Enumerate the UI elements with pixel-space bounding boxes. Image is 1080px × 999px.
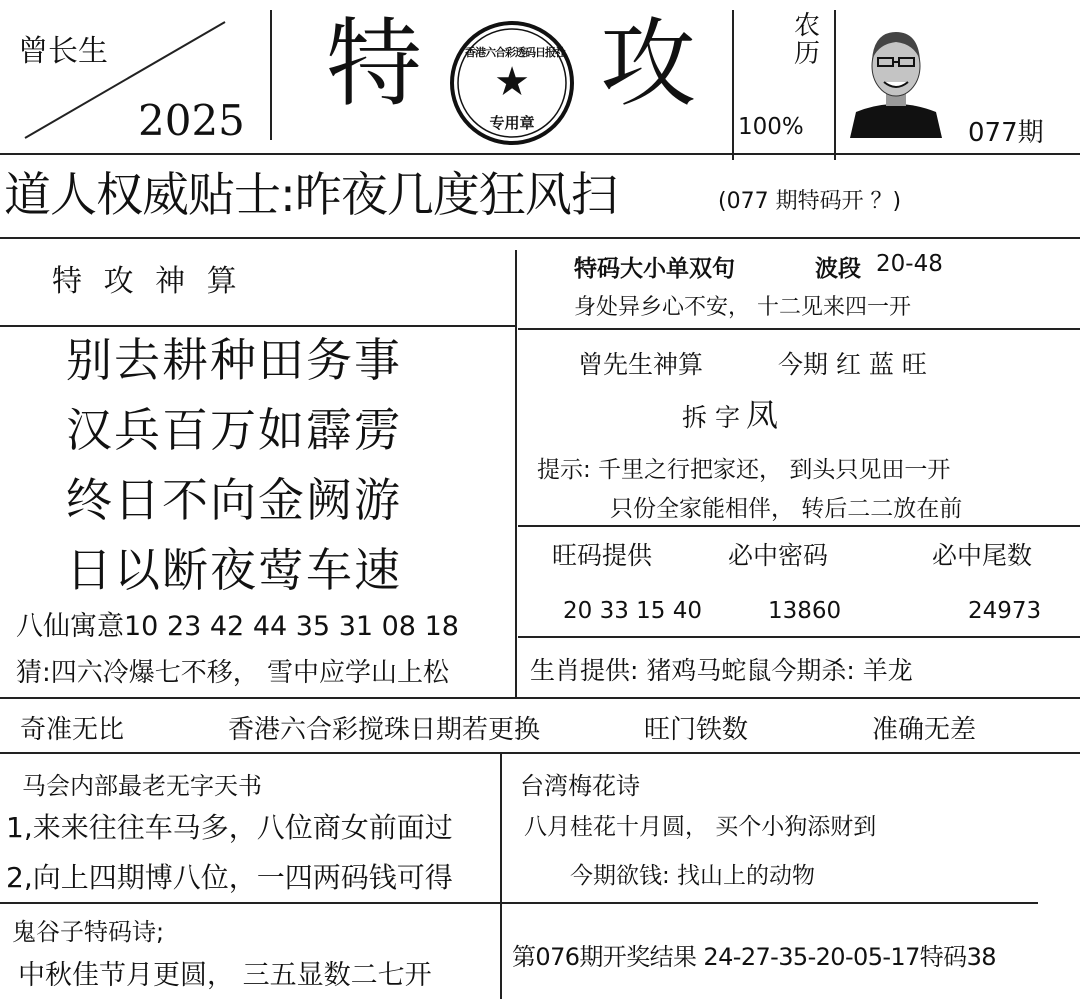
codes-value-2: 13860: [768, 598, 842, 624]
special-code-label: 特码大小单双句: [574, 256, 735, 282]
author-name: 曾长生: [18, 34, 108, 69]
headline-main: 道人权威贴士:昨夜几度狂风扫: [4, 168, 617, 223]
band-label: 波段: [815, 256, 861, 282]
poem-line-4: 日以断夜莺车速: [66, 543, 402, 597]
left-panel-title: 特 攻 神 算: [52, 264, 243, 299]
bottom-right-divider: [502, 902, 1038, 904]
codes-value-3: 24973: [968, 598, 1042, 624]
chaizi-label: 拆 字: [682, 403, 740, 432]
banner-text-c: 旺门铁数: [644, 715, 749, 745]
seal-bottom-text: 专用章: [489, 114, 535, 132]
portrait-photo: [848, 20, 944, 138]
right-panel-divider-2: [518, 525, 1080, 527]
banner-text-a: 奇准无比: [20, 715, 125, 745]
middle-bottom-divider: [0, 697, 1080, 699]
guiguzi-verse: 中秋佳节月更圆， 三五显数二七开: [18, 960, 432, 991]
header-divider-v3: [834, 10, 836, 160]
title-right-char: 攻: [600, 8, 696, 120]
meihua-line-1: 八月桂花十月圆， 买个小狗添财到: [524, 814, 877, 840]
seal-ring-text: 香港六合彩透码日报社: [465, 46, 565, 59]
banner-divider: [0, 752, 1080, 754]
codes-header-3: 必中尾数: [932, 541, 1033, 570]
banner-text-b: 香港六合彩搅珠日期若更换: [228, 715, 541, 745]
bottom-left-divider: [0, 902, 500, 904]
issue-number: 077期: [968, 118, 1044, 148]
headline-divider: [0, 237, 1080, 239]
hint-line-2: 只份全家能相伴， 转后二二放在前: [610, 496, 963, 522]
title-left-char: 特: [326, 8, 422, 120]
middle-divider-v: [515, 250, 517, 698]
header-divider-v2: [732, 10, 734, 160]
year: 2025: [138, 96, 245, 145]
codes-header-1: 旺码提供: [552, 541, 653, 570]
zodiac-line: 生肖提供: 猪鸡马蛇鼠今期杀: 羊龙: [530, 656, 913, 685]
tianshu-line-1: 1,来来往往车马多，八位商女前面过: [6, 811, 453, 844]
official-seal: [447, 20, 577, 146]
poem-line-3: 终日不向金阙游: [66, 473, 402, 527]
poem-line-2: 汉兵百万如霹雳: [66, 403, 402, 457]
band-range: 20-48: [876, 251, 943, 277]
codes-value-1: 20 33 15 40: [563, 598, 702, 624]
draw-result: 第076期开奖结果 24-27-35-20-05-17特码38: [512, 943, 996, 971]
seal-star-icon: ★: [494, 59, 530, 105]
meihua-line-2: 今期欲钱: 找山上的动物: [570, 863, 816, 889]
guess-text: 猜:四六冷爆七不移， 雪中应学山上松: [16, 658, 450, 688]
tianshu-line-2: 2,向上四期博八位，一四两码钱可得: [6, 861, 453, 894]
lunar-label: 农历: [794, 11, 821, 69]
hint-line-1: 提示: 千里之行把家还， 到头只见田一开: [537, 457, 951, 483]
right-panel-divider-3: [518, 636, 1080, 638]
tianshu-title: 马会内部最老无字天书: [22, 772, 262, 800]
meihua-title: 台湾梅花诗: [520, 772, 640, 800]
chaizi-char: 凤: [746, 396, 779, 434]
right-panel-divider-1: [518, 328, 1080, 330]
zeng-label: 曾先生神算: [578, 350, 704, 379]
header-divider-v1: [270, 10, 272, 140]
portrait-graphic: [848, 20, 944, 138]
header-divider: [0, 153, 1080, 155]
bottom-divider-v: [500, 754, 502, 999]
special-code-verse: 身处异乡心不安， 十二见来四一开: [574, 295, 911, 320]
baxian-numbers: 八仙寓意10 23 42 44 35 31 08 18: [16, 611, 459, 642]
banner-text-d: 准确无差: [872, 715, 977, 745]
codes-header-2: 必中密码: [728, 541, 829, 570]
guiguzi-title: 鬼谷子特码诗;: [12, 918, 165, 946]
headline-sub: (077 期特码开 ？): [718, 189, 902, 214]
percent: 100%: [738, 114, 804, 140]
zeng-colors: 今期 红 蓝 旺: [778, 350, 927, 379]
poem-line-1: 别去耕种田务事: [66, 333, 402, 387]
